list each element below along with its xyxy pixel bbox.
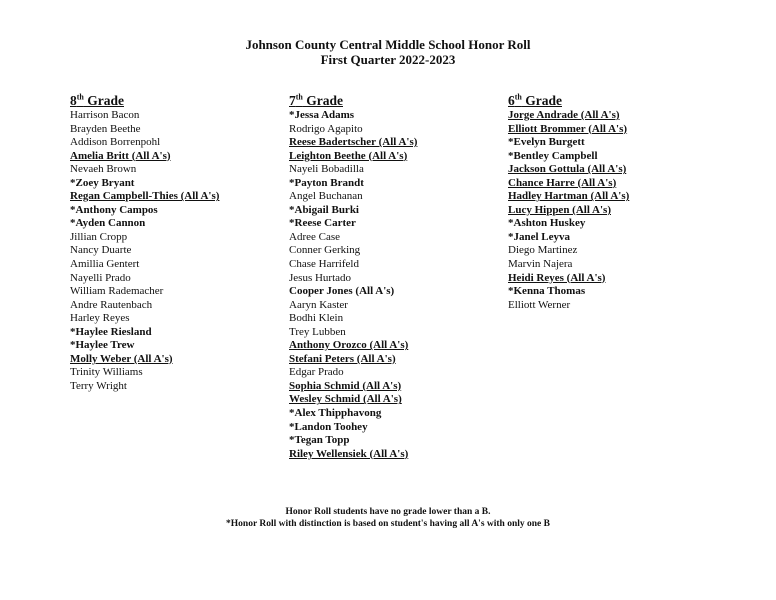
student-name: Wesley Schmid (All A's)	[289, 393, 402, 406]
student-name: *Reese Carter	[289, 217, 356, 230]
student-name: Harrison Bacon	[70, 109, 140, 121]
student-name: *Janel Leyva	[508, 230, 571, 243]
document-title: Johnson County Central Middle School Honor Roll	[245, 37, 531, 52]
student-name: Nayelli Prado	[70, 271, 131, 284]
grade-7-student-list	[289, 109, 509, 461]
student-name: Sophia Schmid (All A's)	[289, 379, 402, 392]
student-name: Andre Rautenbach	[70, 298, 153, 311]
student-name: Addison Borrenpohl	[70, 136, 161, 149]
student-name: Nevaeh Brown	[70, 163, 137, 176]
student-name: Diego Martinez	[508, 244, 578, 257]
student-name: Harley Reyes	[70, 312, 130, 325]
grade-6-student-list	[508, 109, 728, 312]
student-name: *Ayden Cannon	[70, 217, 146, 230]
student-name: Trey Lubben	[289, 325, 346, 338]
grade-8-student-list	[70, 109, 290, 393]
student-name: Stefani Peters (All A's)	[289, 352, 396, 365]
student-name: Jesus Hurtado	[289, 271, 352, 284]
grade-6-column	[508, 93, 728, 312]
footer-note-distinction: *Honor Roll with distinction is based on student's having all A's with only one B	[226, 519, 550, 529]
student-name: *Bentley Campbell	[508, 149, 598, 162]
student-name: Lucy Hippen (All A's)	[508, 203, 611, 216]
student-name: Marvin Najera	[508, 258, 573, 271]
student-name: Nancy Duarte	[70, 244, 132, 257]
student-name: *Jessa Adams	[289, 109, 355, 121]
student-name: Leighton Beethe (All A's)	[289, 149, 408, 162]
student-name: Adree Case	[289, 230, 341, 243]
student-name: Amillia Gentert	[70, 258, 140, 271]
student-name: Chance Harre (All A's)	[508, 176, 617, 189]
student-name: Edgar Prado	[289, 366, 344, 379]
student-name: *Ashton Huskey	[508, 217, 586, 230]
student-name: Cooper Jones (All A's)	[289, 285, 395, 298]
grade-8-heading: 8th Grade	[70, 92, 124, 108]
student-name: Reese Badertscher (All A's)	[289, 136, 418, 149]
student-name: Nayeli Bobadilla	[289, 163, 364, 176]
student-name: Conner Gerking	[289, 244, 361, 257]
student-name: *Landon Toohey	[289, 420, 368, 433]
student-name: Brayden Beethe	[70, 122, 141, 135]
student-name: Anthony Orozco (All A's)	[289, 339, 409, 352]
student-name: Amelia Britt (All A's)	[70, 149, 171, 162]
grade-6-heading: 6th Grade	[508, 92, 562, 108]
student-name: Chase Harrifeld	[289, 258, 359, 271]
student-name: *Anthony Campos	[70, 203, 158, 216]
student-name: Jackson Gottula (All A's)	[508, 163, 627, 176]
student-name: Riley Wellensiek (All A's)	[289, 447, 409, 460]
student-name: William Rademacher	[70, 285, 164, 298]
student-name: *Haylee Riesland	[70, 325, 152, 338]
student-name: Jillian Cropp	[70, 230, 128, 243]
student-name: Aaryn Kaster	[289, 298, 348, 311]
student-name: *Zoey Bryant	[70, 176, 135, 189]
student-name: *Alex Thipphavong	[289, 407, 382, 420]
footer-note-honor-roll: Honor Roll students have no grade lower than a B.	[285, 507, 491, 517]
document-footer	[0, 506, 776, 530]
student-name: Jorge Andrade (All A's)	[508, 109, 620, 121]
student-name: *Haylee Trew	[70, 339, 135, 352]
student-name: Heidi Reyes (All A's)	[508, 271, 606, 284]
grade-7-column	[289, 93, 509, 461]
student-name: *Payton Brandt	[289, 176, 364, 189]
student-name: *Kenna Thomas	[508, 285, 586, 298]
student-name: Elliott Werner	[508, 298, 571, 311]
document-header	[0, 37, 776, 67]
student-name: Bodhi Klein	[289, 312, 344, 325]
student-name: Molly Weber (All A's)	[70, 352, 173, 365]
student-name: Trinity Williams	[70, 366, 143, 379]
student-name: Rodrigo Agapito	[289, 122, 363, 135]
student-name: Regan Campbell-Thies (All A's)	[70, 190, 220, 203]
student-name: Angel Buchanan	[289, 190, 363, 203]
grade-8-column	[70, 93, 290, 393]
student-name: *Tegan Topp	[289, 434, 350, 447]
student-name: Elliott Brommer (All A's)	[508, 122, 628, 135]
student-name: Hadley Hartman (All A's)	[508, 190, 630, 203]
student-name: *Abigail Burki	[289, 203, 359, 216]
grade-7-heading: 7th Grade	[289, 92, 343, 108]
student-name: *Evelyn Burgett	[508, 136, 585, 149]
student-name: Terry Wright	[70, 379, 127, 392]
document-subtitle: First Quarter 2022-2023	[320, 52, 456, 67]
